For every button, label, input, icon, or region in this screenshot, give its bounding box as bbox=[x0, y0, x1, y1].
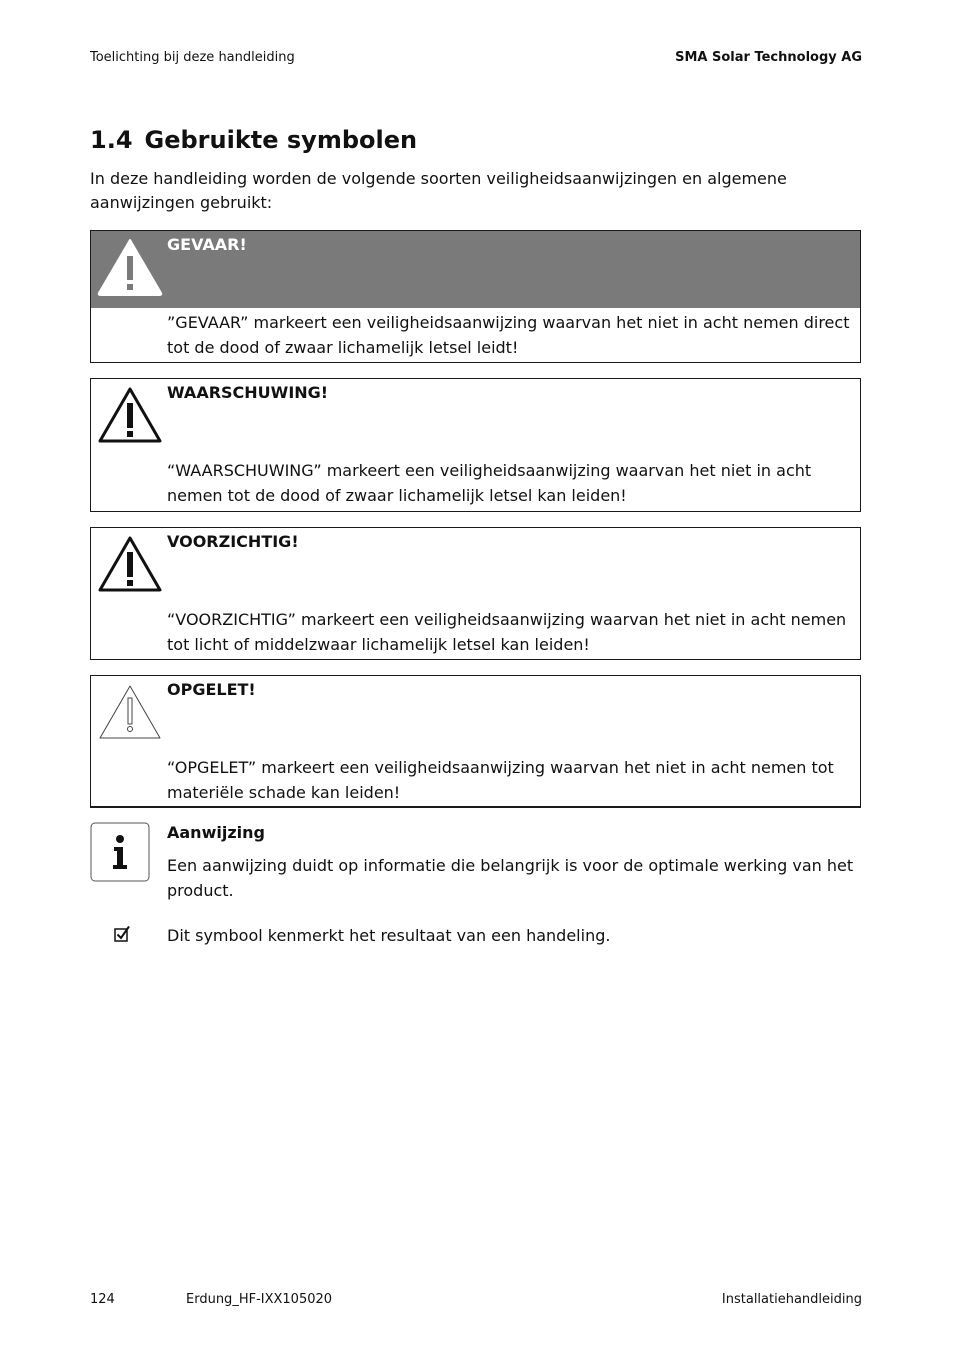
document-code: Erdung_HF-IXX105020 bbox=[186, 1292, 333, 1307]
notice-caution bbox=[90, 527, 861, 660]
notice-caution-heading: VOORZICHTIG! bbox=[167, 532, 299, 551]
section-title-text: Gebruikte symbolen bbox=[144, 126, 418, 154]
notice-attention-heading: OPGELET! bbox=[167, 680, 256, 699]
warning-triangle-icon bbox=[96, 533, 164, 595]
page-number: 124 bbox=[90, 1292, 115, 1307]
info-icon bbox=[90, 822, 150, 882]
notice-warning-text: “WAARSCHUWING” markeert een veiligheidsaanwijzing waarvan het niet in acht nemen tot de dood of zwaar lichamelijk letsel kan leiden! bbox=[167, 461, 812, 505]
running-header-left: Toelichting bij deze handleiding bbox=[90, 50, 295, 65]
notice-warning-heading: WAARSCHUWING! bbox=[167, 383, 329, 402]
document-type: Installatiehandleiding bbox=[721, 1292, 862, 1307]
section-title bbox=[90, 122, 417, 158]
notice-danger bbox=[90, 230, 861, 363]
note-text: Een aanwijzing duidt op informatie die belangrijk is voor de optimale werking van het product. bbox=[167, 856, 854, 900]
notice-danger-text: ”GEVAAR” markeert een veiligheidsaanwijzing waarvan het niet in acht nemen direct tot de dood of zwaar lichamelijk letsel leidt! bbox=[167, 313, 850, 357]
notice-attention bbox=[90, 675, 861, 808]
warning-triangle-icon bbox=[96, 384, 164, 446]
running-header-right: SMA Solar Technology AG bbox=[675, 50, 862, 65]
warning-triangle-icon bbox=[96, 236, 164, 298]
section-number: 1.4 bbox=[90, 126, 133, 154]
checkbox-checked-icon bbox=[113, 925, 131, 943]
notice-warning bbox=[90, 378, 861, 512]
intro-paragraph: In deze handleiding worden de volgende soorten veiligheidsaanwijzingen en algemene aanwijzingen gebruikt: bbox=[90, 169, 787, 212]
note-title: Aanwijzing bbox=[167, 823, 265, 842]
notice-attention-text: “OPGELET” markeert een veiligheidsaanwijzing waarvan het niet in acht nemen tot materiële schade kan leiden! bbox=[167, 758, 834, 802]
notice-danger-heading: GEVAAR! bbox=[167, 235, 247, 254]
result-text: Dit symbool kenmerkt het resultaat van een handeling. bbox=[167, 926, 611, 945]
caution-triangle-icon bbox=[96, 681, 164, 743]
notice-caution-text: “VOORZICHTIG” markeert een veiligheidsaanwijzing waarvan het niet in acht nemen tot licht of middelzwaar lichamelijk letsel kan leiden! bbox=[167, 610, 847, 654]
